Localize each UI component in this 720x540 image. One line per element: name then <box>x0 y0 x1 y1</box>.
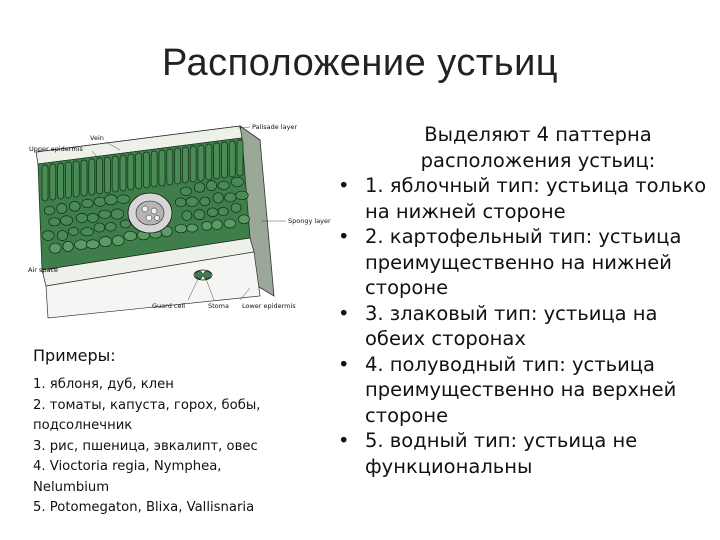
spongy-cell <box>218 181 229 190</box>
spongy-cell <box>124 231 137 240</box>
palisade-cell <box>104 157 110 193</box>
label-air-space: Air space <box>28 266 59 274</box>
palisade-cell <box>214 143 220 179</box>
label-upper-epidermis: Upper epidermis <box>29 145 83 153</box>
spongy-cell <box>112 236 124 246</box>
palisade-cell <box>206 144 212 180</box>
spongy-cell <box>61 216 73 226</box>
pattern-item: • 4. полуводный тип: устьица преимущественно на верхней стороне <box>332 352 708 429</box>
patterns-panel <box>332 122 708 479</box>
stoma <box>194 270 212 280</box>
spongy-cell <box>236 191 249 200</box>
pattern-item: • 2. картофельный тип: устьица преимущественно на нижней стороне <box>332 224 708 301</box>
spongy-cell <box>180 187 191 196</box>
spongy-cell <box>44 206 54 215</box>
palisade-cell <box>81 160 87 196</box>
spongy-cell <box>111 209 124 219</box>
spongy-cell <box>82 199 93 208</box>
palisade-cell <box>237 140 243 176</box>
spongy-cell <box>175 198 186 207</box>
patterns-list <box>332 173 708 479</box>
palisade-cell <box>198 145 204 181</box>
spongy-cell <box>224 193 236 202</box>
spongy-cell <box>87 213 98 222</box>
spongy-cell <box>238 215 249 224</box>
pattern-item: • 1. яблочный тип: устьица только на нижней стороне <box>332 173 708 224</box>
spongy-cell <box>194 182 204 192</box>
pattern-item: • 3. злаковый тип: устьица на обеих сторонах <box>332 301 708 352</box>
examples-line: Nelumbium <box>33 479 110 495</box>
palisade-cell <box>73 161 79 197</box>
palisade-cell <box>182 147 188 183</box>
palisade-cell <box>42 165 48 201</box>
spongy-cell <box>105 195 118 205</box>
spongy-cell <box>187 224 198 232</box>
palisade-cell <box>50 164 56 200</box>
spongy-cell <box>218 207 228 215</box>
leaf-diagram-svg <box>28 118 350 328</box>
spongy-cell <box>69 201 80 211</box>
spongy-cell <box>200 197 210 206</box>
palisade-cell <box>128 154 134 190</box>
spongy-cell <box>194 209 205 219</box>
palisade-cell <box>112 156 118 192</box>
palisade-cell <box>136 153 142 189</box>
palisade-cell <box>175 148 181 184</box>
spongy-cell <box>117 195 130 203</box>
label-palisade-layer: Palisade layer <box>252 123 298 131</box>
vein-bundle <box>128 193 172 233</box>
spongy-cell <box>213 193 223 203</box>
pattern-item: • 5. водный тип: устьица не функциональны <box>332 428 708 479</box>
examples-line: 2. томаты, капуста, горох, бобы, <box>33 397 261 413</box>
palisade-cell <box>229 141 235 177</box>
spongy-cell <box>231 177 243 187</box>
spongy-cell <box>63 241 73 251</box>
palisade-cell <box>58 163 64 199</box>
spongy-cell <box>81 228 94 236</box>
palisade-cell <box>97 158 103 194</box>
label-vein: Vein <box>90 134 104 142</box>
palisade-cell <box>65 162 71 198</box>
spongy-cell <box>94 197 106 206</box>
label-lower-epidermis: Lower epidermis <box>242 302 296 310</box>
spongy-cell <box>120 220 130 228</box>
label-guard-cell: Guard cell <box>152 302 186 310</box>
label-stoma: Stoma <box>208 302 229 310</box>
spongy-cell <box>207 208 218 217</box>
palisade-cell <box>167 149 173 185</box>
spongy-cell <box>50 243 62 253</box>
palisade-cell <box>159 150 165 186</box>
spongy-cell <box>99 210 111 218</box>
spongy-cell <box>57 231 68 241</box>
leaf-cross-section-diagram <box>28 118 350 328</box>
spongy-cell <box>212 220 223 230</box>
spongy-cell <box>94 223 105 232</box>
slide-title: Расположение устьиц <box>161 42 559 84</box>
spongy-cell <box>186 197 198 207</box>
examples-block <box>33 346 333 519</box>
patterns-intro: Выделяют 4 паттерна расположения устьиц: <box>420 123 656 172</box>
examples-heading: Примеры: <box>33 346 116 365</box>
spongy-cell <box>49 218 60 226</box>
spongy-cell <box>105 222 116 231</box>
spongy-cell <box>231 203 241 212</box>
spongy-cell <box>42 231 54 241</box>
palisade-cell <box>190 146 196 182</box>
spongy-cell <box>68 227 78 235</box>
spongy-cell <box>206 181 216 191</box>
spongy-cell <box>202 221 212 230</box>
spongy-cell <box>76 213 87 222</box>
palisade-cell <box>221 142 227 178</box>
examples-line: 5. Potomegaton, Blixa, Vallisnaria <box>33 500 255 515</box>
spongy-cell <box>57 203 67 213</box>
examples-line: 3. рис, пшеница, эвкалипт, овес <box>33 438 258 454</box>
examples-line: подсолнечник <box>33 418 133 433</box>
spongy-cell <box>87 240 100 249</box>
label-spongy-layer: Spongy layer <box>288 217 331 225</box>
spongy-cell <box>99 236 111 246</box>
spongy-cell <box>75 240 88 250</box>
examples-line: 4. Vioctoria regia, Nymphea, <box>33 459 222 474</box>
palisade-cell <box>143 152 149 188</box>
examples-line: 1. яблоня, дуб, клен <box>33 377 174 392</box>
spongy-cell <box>224 219 236 228</box>
palisade-cell <box>89 159 95 195</box>
spongy-cell <box>182 211 192 221</box>
palisade-cell <box>151 151 157 187</box>
spongy-cell <box>175 224 187 232</box>
palisade-cell <box>120 155 126 191</box>
